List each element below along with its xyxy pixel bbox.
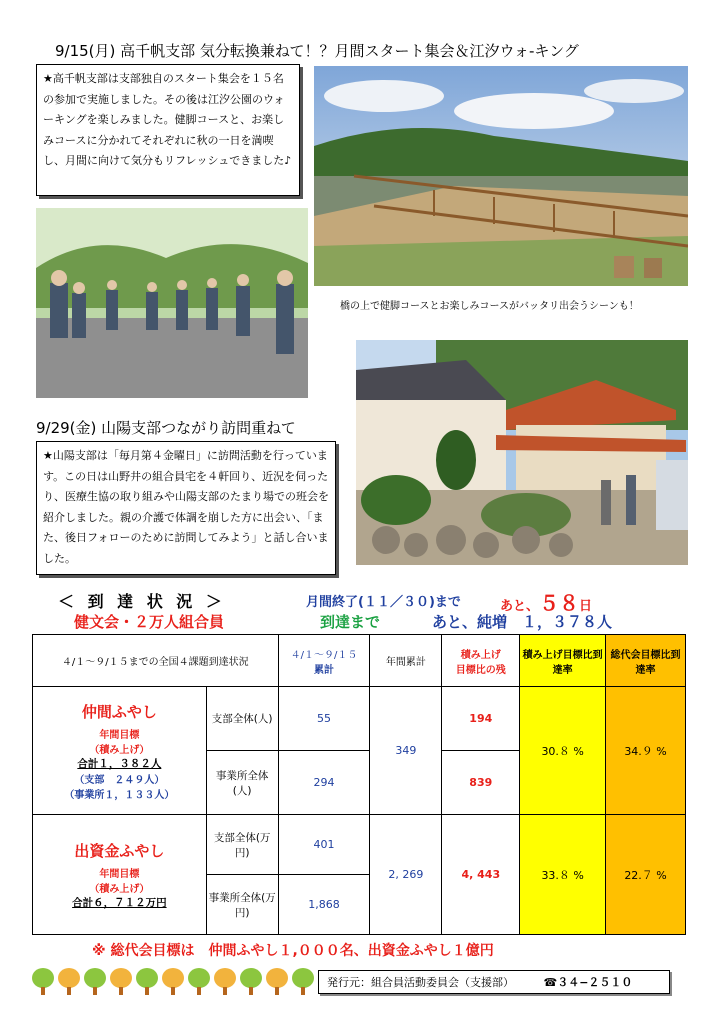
group1-rate-assembly: 34.９ % xyxy=(606,687,686,815)
header-remaining-b: 目標比の残 xyxy=(455,664,506,676)
group2-row2-value: 1,868 xyxy=(278,875,370,935)
tree-icon xyxy=(84,968,106,988)
group2-rate-stack: 33.８ % xyxy=(520,815,606,935)
group1-row1-remain: 194 xyxy=(442,687,520,751)
tree-icon xyxy=(32,968,54,988)
group2-row1-label: 支部全体(万円) xyxy=(206,815,278,875)
article1-title: 9/15(月) 高千帆支部 気分転換兼ねて！？月間スタート集会＆江汐ウォ-キング xyxy=(55,42,579,60)
remaining-unit: 日 xyxy=(579,599,593,614)
assembly-target-note: ※ 総代会目標は 仲間ふやし１,０００名、出資金ふやし１億円 xyxy=(92,943,494,959)
group1-row1-label: 支部全体(人) xyxy=(206,687,278,751)
group1-annual: 349 xyxy=(370,687,442,815)
group1-row2-remain: 839 xyxy=(442,751,520,815)
group1-branch: （支部 ２４９人） xyxy=(74,774,165,786)
group1-row1-value: 55 xyxy=(278,687,370,751)
header-remaining-a: 積み上げ xyxy=(460,649,501,661)
group2-row1-value: 401 xyxy=(278,815,370,875)
article1-caption: 橋の上で健脚コースとお楽しみコースがバッタリ出会うシーンも！ xyxy=(340,301,639,312)
group2-name: 出資金ふやし xyxy=(74,841,165,860)
tree-icon xyxy=(110,968,132,988)
article2-title: 9/29(金) 山陽支部つながり訪問重ねて xyxy=(36,419,296,437)
tree-icon xyxy=(58,968,80,988)
group-walking-photo xyxy=(36,208,308,398)
tree-decoration xyxy=(32,968,322,998)
group1-target-note: （積み上げ） xyxy=(89,744,150,756)
group1-target-label: 年間目標 xyxy=(99,729,140,741)
footer-publisher-box xyxy=(318,970,670,994)
status-line2-a: 健文会・２万人組合員 xyxy=(74,613,225,631)
group2-label xyxy=(33,815,207,935)
remaining-prefix: あと、 xyxy=(500,599,540,614)
footer-phone: ☎３４−２５１０ xyxy=(543,976,633,989)
tree-icon xyxy=(214,968,236,988)
lake-bridge-photo xyxy=(314,66,688,286)
group2-total: 合計６，７１２万円 xyxy=(72,896,167,909)
table-row xyxy=(33,687,686,751)
group1-total: 合計１，３８２人 xyxy=(77,757,162,770)
header-rate-assembly: 総代会目標比到達率 xyxy=(606,635,686,687)
article1-body: ★高千帆支部は支部独自のスタート集会を１５名の参加で実施しました。その後は江汐公園のウォーキングを楽しみました。健脚コースと、お楽しみコースに分かれてそれぞれに秋の一日を満喫し、月間に向けて気分もリフレッシュできました♪ xyxy=(43,72,292,167)
tree-icon xyxy=(240,968,262,988)
remaining-days: ５８ xyxy=(539,591,580,615)
group1-row2-label: 事業所全体(人) xyxy=(206,751,278,815)
header-period: ４/１〜９/１５までの全国４課題到達状況 xyxy=(33,635,279,687)
group2-annual: 2, 269 xyxy=(370,815,442,935)
footer-publisher: 発行元：組合員活動委員会（支援部） xyxy=(327,976,514,989)
status-line2-b: 到達まで xyxy=(320,613,381,631)
tree-icon xyxy=(162,968,184,988)
tree-icon xyxy=(292,968,314,988)
progress-table xyxy=(32,634,686,935)
tree-icon xyxy=(266,968,288,988)
group1-rate-stack: 30.８ % xyxy=(520,687,606,815)
header-cumulative-label: 累計 xyxy=(314,664,335,676)
group2-row2-label: 事業所全体(万円) xyxy=(206,875,278,935)
group1-row2-value: 294 xyxy=(278,751,370,815)
group2-rate-assembly: 22.７ % xyxy=(606,815,686,935)
status-line2-c: あと、純増 １，３７８人 xyxy=(432,613,613,631)
header-annual: 年間累計 xyxy=(370,635,442,687)
group2-remain: 4, 443 xyxy=(442,815,520,935)
status-deadline: 月間終了(１１／３０)まで xyxy=(306,595,461,610)
article1-textbox xyxy=(36,64,300,196)
header-cumulative xyxy=(278,635,370,687)
group2-target-note: （積み上げ） xyxy=(89,883,150,895)
group1-label xyxy=(33,687,207,815)
group1-name: 仲間ふやし xyxy=(81,702,157,721)
header-rate-stack: 積み上げ目標比到達率 xyxy=(520,635,606,687)
group1-office: （事業所１，１３３人） xyxy=(64,789,175,801)
tree-icon xyxy=(188,968,210,988)
group2-target-label: 年間目標 xyxy=(99,868,140,880)
article2-body: ★山陽支部は「毎月第４金曜日」に訪問活動を行っています。この日は山野井の組合員宅を４軒回り、近況を伺ったり、医療生協の取り組みや山陽支部のたまり場での班会を紹介しました。親の介護で体調を崩した方に出会い、「また、後日フォローのために訪問してみよう」と話し合いました。 xyxy=(43,449,329,565)
header-cumulative-range: ４/１〜９/１５ xyxy=(290,649,358,661)
tree-icon xyxy=(136,968,158,988)
house-visit-photo xyxy=(356,340,688,565)
table-header-row xyxy=(33,635,686,687)
status-heading: ＜ 到 達 状 況 ＞ xyxy=(58,592,226,611)
header-remaining xyxy=(442,635,520,687)
table-row xyxy=(33,815,686,875)
article2-textbox xyxy=(36,441,336,575)
